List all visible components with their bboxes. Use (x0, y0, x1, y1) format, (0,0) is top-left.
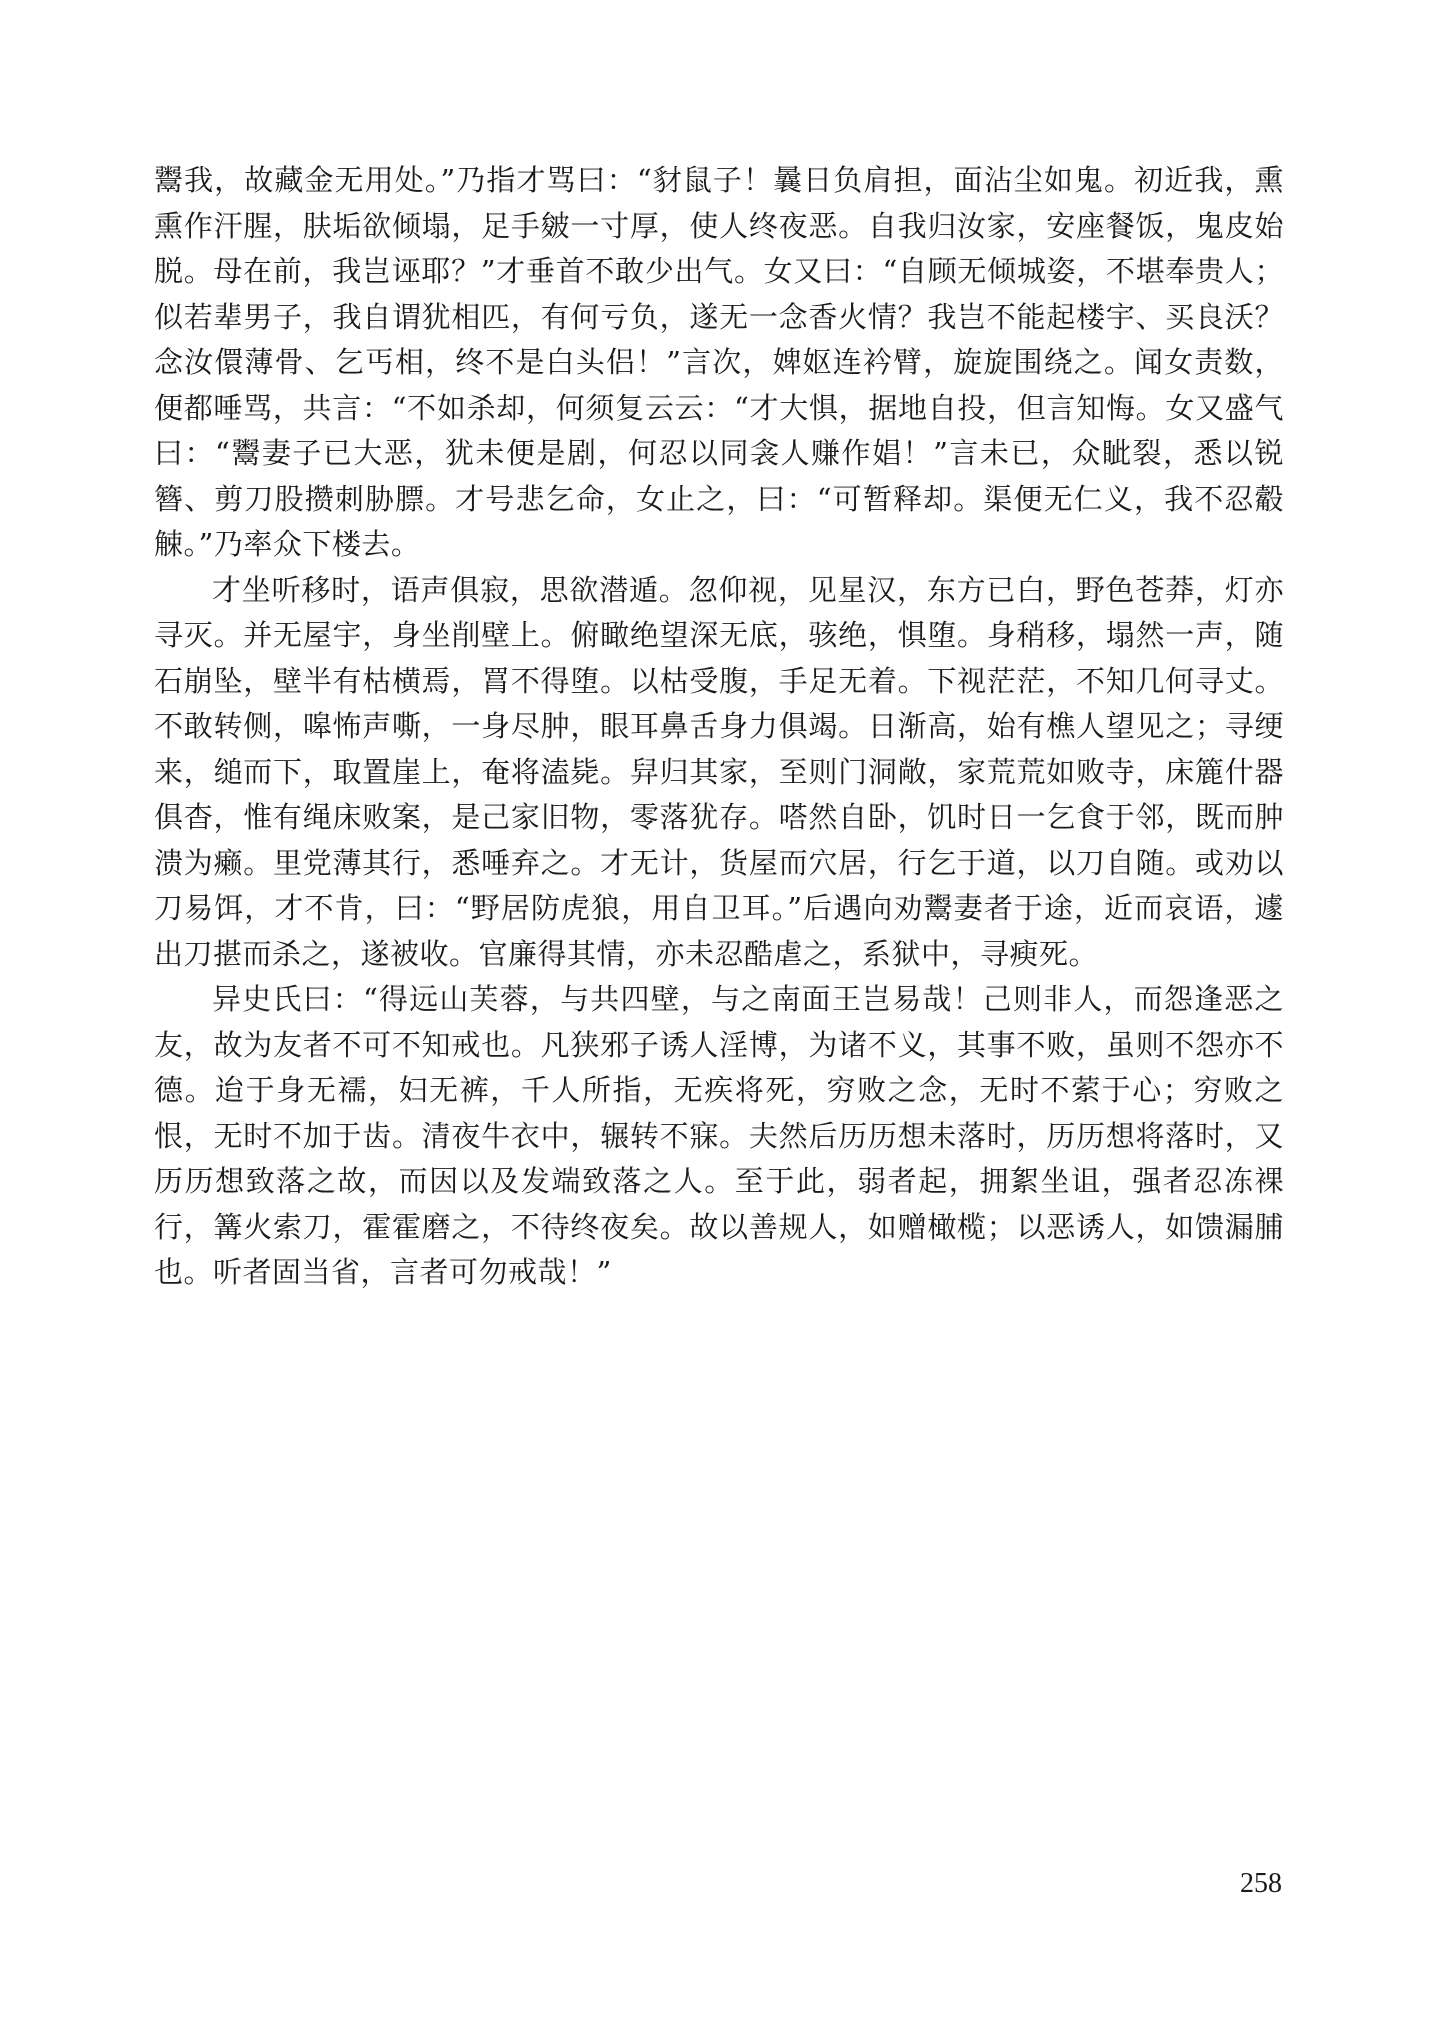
paragraph-1: 鬻我，故藏金无用处。”乃指才骂曰：“豺鼠子！曩日负肩担，面沾尘如鬼。初近我，熏熏作汗腥，肤垢欲倾塌，足手皴一寸厚，使人终夜恶。自我归汝家，安座餐饭，鬼皮始脱。母在前，我岂诬耶？”才垂首不敢少出气。女又曰：“自顾无倾城姿，不堪奉贵人；似若辈男子，我自谓犹相匹，有何亏负，遂无一念香火情？我岂不能起楼宇、买良沃？念汝儇薄骨、乞丐相，终不是白头侣！”言次，婢妪连衿臂，旋旋围绕之。闻女责数，便都唾骂，共言：“不如杀却，何须复云云：“才大惧，据地自投，但言知悔。女又盛气曰：“鬻妻子已大恶，犹未便是剧，何忍以同衾人赚作娼！”言未已，众眦裂，悉以锐簪、剪刀股攒刺胁膘。才号悲乞命，女止之，曰：“可暂释却。渠便无仁义，我不忍觳觫。”乃率众下楼去。 (154, 163, 1284, 561)
paragraph-3: 异史氏曰：“得远山芙蓉，与共四壁，与之南面王岂易哉！己则非人，而怨逢恶之友，故为友者不可不知戒也。凡狭邪子诱人淫博，为诸不义，其事不败，虽则不怨亦不德。迨于身无襦，妇无裤，千人所指，无疾将死，穷败之念，无时不萦于心；穷败之恨，无时不加于齿。清夜牛衣中，辗转不寐。夫然后历历想未落时，历历想将落时，又历历想致落之故，而因以及发端致落之人。至于此，弱者起，拥絮坐诅，强者忍冻裸行，篝火索刀，霍霍磨之，不待终夜矣。故以善规人，如赠橄榄；以恶诱人，如馈漏脯也。听者固当省，言者可勿戒哉！” (154, 982, 1284, 1289)
paragraph-2: 才坐听移时，语声俱寂，思欲潜遁。忽仰视，见星汉，东方已白，野色苍莽，灯亦寻灭。并无屋宇，身坐削壁上。俯瞰绝望深无底，骇绝，惧堕。身稍移，塌然一声，随石崩坠，壁半有枯横焉，罥不得堕。以枯受腹，手足无着。下视茫茫，不知几何寻丈。不敢转侧，嗥怖声嘶，一身尽肿，眼耳鼻舌身力俱竭。日渐高，始有樵人望见之；寻绠来，缒而下，取置崖上，奄将溘毙。舁归其家，至则门洞敞，家荒荒如败寺，床簏什器俱杳，惟有绳床败案，是己家旧物，零落犹存。嗒然自卧，饥时日一乞食于邻，既而肿溃为癞。里党薄其行，悉唾弃之。才无计，货屋而穴居，行乞于道，以刀自随。或劝以刀易饵，才不肯，曰：“野居防虎狼，用自卫耳。”后遇向劝鬻妻者于途，近而哀语，遽出刀揕而杀之，遂被收。官廉得其情，亦未忍酷虐之，系狱中，寻瘐死。 (154, 572, 1284, 971)
page-body (154, 158, 1284, 1296)
page-number: 258 (1240, 1868, 1282, 1899)
